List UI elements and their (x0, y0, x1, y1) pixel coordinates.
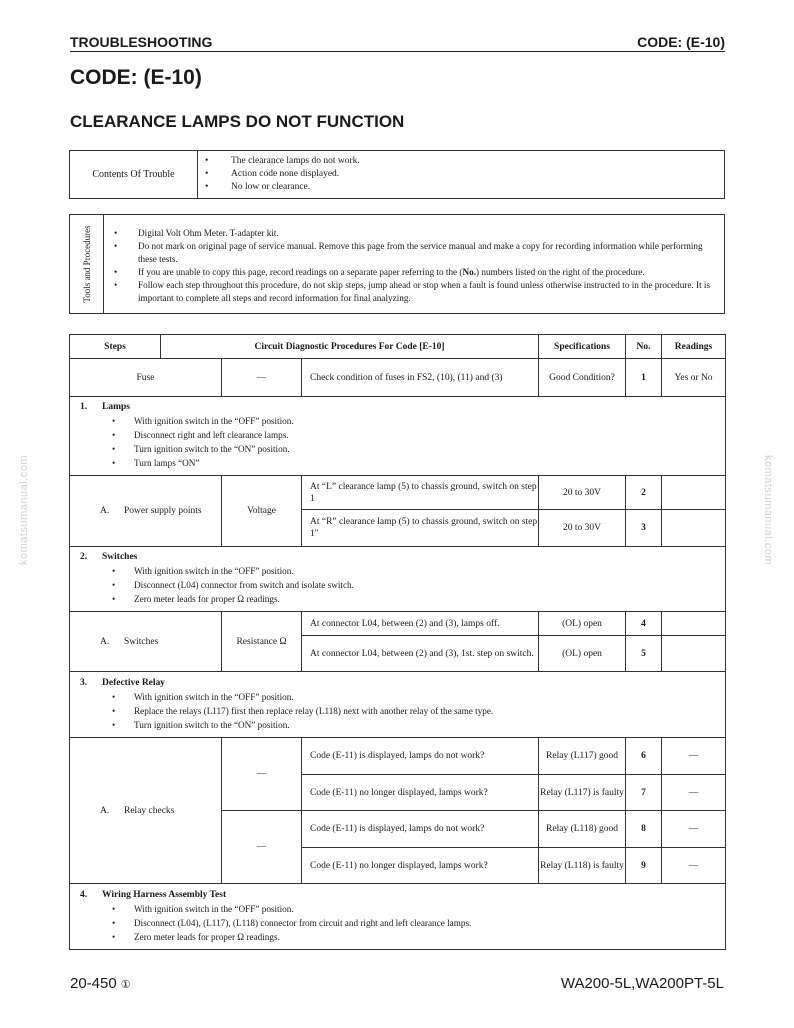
step-number: 2 (626, 476, 662, 510)
specification: 20 to 30V (539, 476, 626, 510)
watermark-left: komatsumanual.com (18, 455, 30, 565)
procedure-text: At “R” clearance lamp (5) to chassis ground, switch on step 1" (302, 510, 539, 547)
step-label: A. Power supply points (70, 476, 222, 547)
step-label: A. Relay checks (70, 738, 222, 884)
step-number: 6 (626, 738, 662, 775)
table-row (70, 612, 726, 636)
reading-cell[interactable]: — (662, 738, 726, 775)
procedure-text: At connector L04, between (2) and (3), lamps off. (302, 612, 539, 636)
measurement-type: Resistance Ω (222, 612, 302, 672)
section-bullet: • With ignition switch in the “OFF” position. (112, 690, 725, 704)
section-bullet: • Disconnect (L04), (L117), (L118) connector from circuit and right and left clearance lamps. (112, 916, 725, 930)
fuse-step: Fuse (70, 359, 222, 397)
step-number: 8 (626, 811, 662, 848)
col-header-readings: Readings (662, 335, 726, 359)
section-1-header (70, 397, 726, 476)
section-number: 3. (80, 677, 88, 688)
trouble-item: • No low or clearance. (205, 181, 360, 194)
fuse-procedure: Check condition of fuses in FS2, (10), (11) and (3) (302, 359, 539, 397)
section-bullet: • Turn ignition switch to the “ON” position. (112, 442, 725, 456)
section-title: Lamps (102, 402, 130, 412)
section-bullet: • With ignition switch in the “OFF” position. (112, 902, 725, 916)
specification: 20 to 30V (539, 510, 626, 547)
reading-cell[interactable] (662, 510, 726, 547)
trouble-list (205, 155, 360, 194)
section-title: Wiring Harness Assembly Test (102, 889, 227, 900)
section-2-header (70, 547, 726, 612)
section-3-header (70, 672, 726, 738)
page-number: 20-450 ① (70, 975, 131, 992)
fuse-type: — (222, 359, 302, 397)
trouble-item: • Action code none displayed. (205, 168, 360, 181)
page-subtitle: CLEARANCE LAMPS DO NOT FUNCTION (70, 112, 405, 131)
procedure-text: At “L” clearance lamp (5) to chassis ground, switch on step 1 (302, 476, 539, 510)
table-header-row (70, 335, 726, 359)
section-1-header-row (70, 397, 726, 476)
tools-item: • If you are unable to copy this page, record readings on a separate paper referring to the (No.) numbers listed on the right of the procedure. (114, 266, 720, 279)
reading-cell[interactable]: — (662, 775, 726, 811)
procedure-text: Code (E-11) no longer displayed, lamps work? (302, 775, 539, 811)
reading-cell[interactable]: — (662, 811, 726, 848)
reading-cell[interactable] (662, 612, 726, 636)
watermark-right: komatsumanual.com (762, 455, 774, 565)
specification: Relay (L118) is faulty (539, 848, 626, 884)
page-title: CODE: (E-10) (70, 66, 202, 89)
procedure-text: At connector L04, between (2) and (3), 1st. step on switch. (302, 636, 539, 672)
contents-of-trouble-box (69, 150, 725, 199)
section-number: 2. (80, 552, 88, 562)
specification: Relay (L118) good (539, 811, 626, 848)
table-row (70, 738, 726, 775)
reading-cell[interactable]: — (662, 848, 726, 884)
specification: Relay (L117) good (539, 738, 626, 775)
step-number: 3 (626, 510, 662, 547)
page-header (70, 34, 725, 52)
header-section-label: TROUBLESHOOTING (70, 34, 213, 50)
procedure-text: Code (E-11) is displayed, lamps do not work? (302, 811, 539, 848)
step-number: 4 (626, 612, 662, 636)
step-number: 5 (626, 636, 662, 672)
section-bullet: • Disconnect right and left clearance lamps. (112, 428, 725, 442)
section-bullet: • Disconnect (L04) connector from switch and isolate switch. (112, 578, 725, 592)
tools-item: • Follow each step throughout this procedure, do not skip steps, jump ahead or stop when a fault is found unless otherwise instructed to in the procedure. It is important to complete all steps and record information for final analyzing. (114, 279, 720, 305)
section-3-header-row (70, 672, 726, 738)
header-code-label: CODE: (E-10) (637, 34, 725, 50)
section-title: Defective Relay (102, 677, 166, 688)
trouble-item: • The clearance lamps do not work. (205, 155, 360, 168)
revision-mark: ① (120, 979, 131, 991)
section-4-header (70, 884, 726, 950)
tools-and-procedures-box (69, 214, 725, 314)
contents-of-trouble-label: Contents Of Trouble (70, 151, 198, 198)
procedure-text: Code (E-11) no longer displayed, lamps work? (302, 848, 539, 884)
section-number: 1. (80, 402, 88, 412)
reading-cell[interactable] (662, 636, 726, 672)
section-bullet: • Turn ignition switch to the “ON” position. (112, 718, 725, 732)
col-header-no: No. (626, 335, 662, 359)
measurement-type: — (222, 811, 302, 884)
fuse-reading: Yes or No (662, 359, 726, 397)
step-number: 9 (626, 848, 662, 884)
specification: (OL) open (539, 612, 626, 636)
measurement-type: Voltage (222, 476, 302, 547)
section-bullets (112, 564, 725, 606)
tools-item: • Digital Volt Ohm Meter. T-adapter kit. (114, 227, 720, 240)
section-bullet: • Replace the relays (L117) first then replace relay (L118) next with another relay of the same type. (112, 704, 725, 718)
section-bullets (112, 902, 725, 944)
measurement-type: — (222, 738, 302, 811)
procedure-text: Code (E-11) is displayed, lamps do not work? (302, 738, 539, 775)
fuse-spec: Good Condition? (539, 359, 626, 397)
section-bullet: • With ignition switch in the “OFF” position. (112, 414, 725, 428)
tools-side-label: Tools and Procedures (81, 225, 92, 303)
col-header-specifications: Specifications (539, 335, 626, 359)
section-bullets (112, 690, 725, 732)
step-number: 7 (626, 775, 662, 811)
section-bullet: • With ignition switch in the “OFF” position. (112, 564, 725, 578)
col-header-procedures: Circuit Diagnostic Procedures For Code [E-10] (161, 335, 539, 359)
section-number: 4. (80, 889, 88, 900)
section-2-header-row (70, 547, 726, 612)
section-title: Switches (102, 552, 138, 562)
section-bullet: • Zero meter leads for proper Ω readings. (112, 930, 725, 944)
section-4-header-row (70, 884, 726, 950)
specification: (OL) open (539, 636, 626, 672)
tools-list (114, 227, 720, 305)
table-row (70, 476, 726, 510)
section-bullet: • Turn lamps “ON” (112, 456, 725, 470)
tools-item: • Do not mark on original page of service manual. Remove this page from the service manual and make a copy for recording information while performing these tests. (114, 240, 720, 266)
step-label: A. Switches (70, 612, 222, 672)
reading-cell[interactable] (662, 476, 726, 510)
model-label: WA200-5L,WA200PT-5L (560, 975, 724, 992)
section-bullet: • Zero meter leads for proper Ω readings. (112, 592, 725, 606)
fuse-row (70, 359, 726, 397)
specification: Relay (L117) is faulty (539, 775, 626, 811)
procedure-table (69, 334, 726, 950)
tools-side-label-cell (70, 215, 104, 313)
col-header-steps: Steps (70, 335, 161, 359)
section-bullets (112, 414, 725, 470)
fuse-no: 1 (626, 359, 662, 397)
